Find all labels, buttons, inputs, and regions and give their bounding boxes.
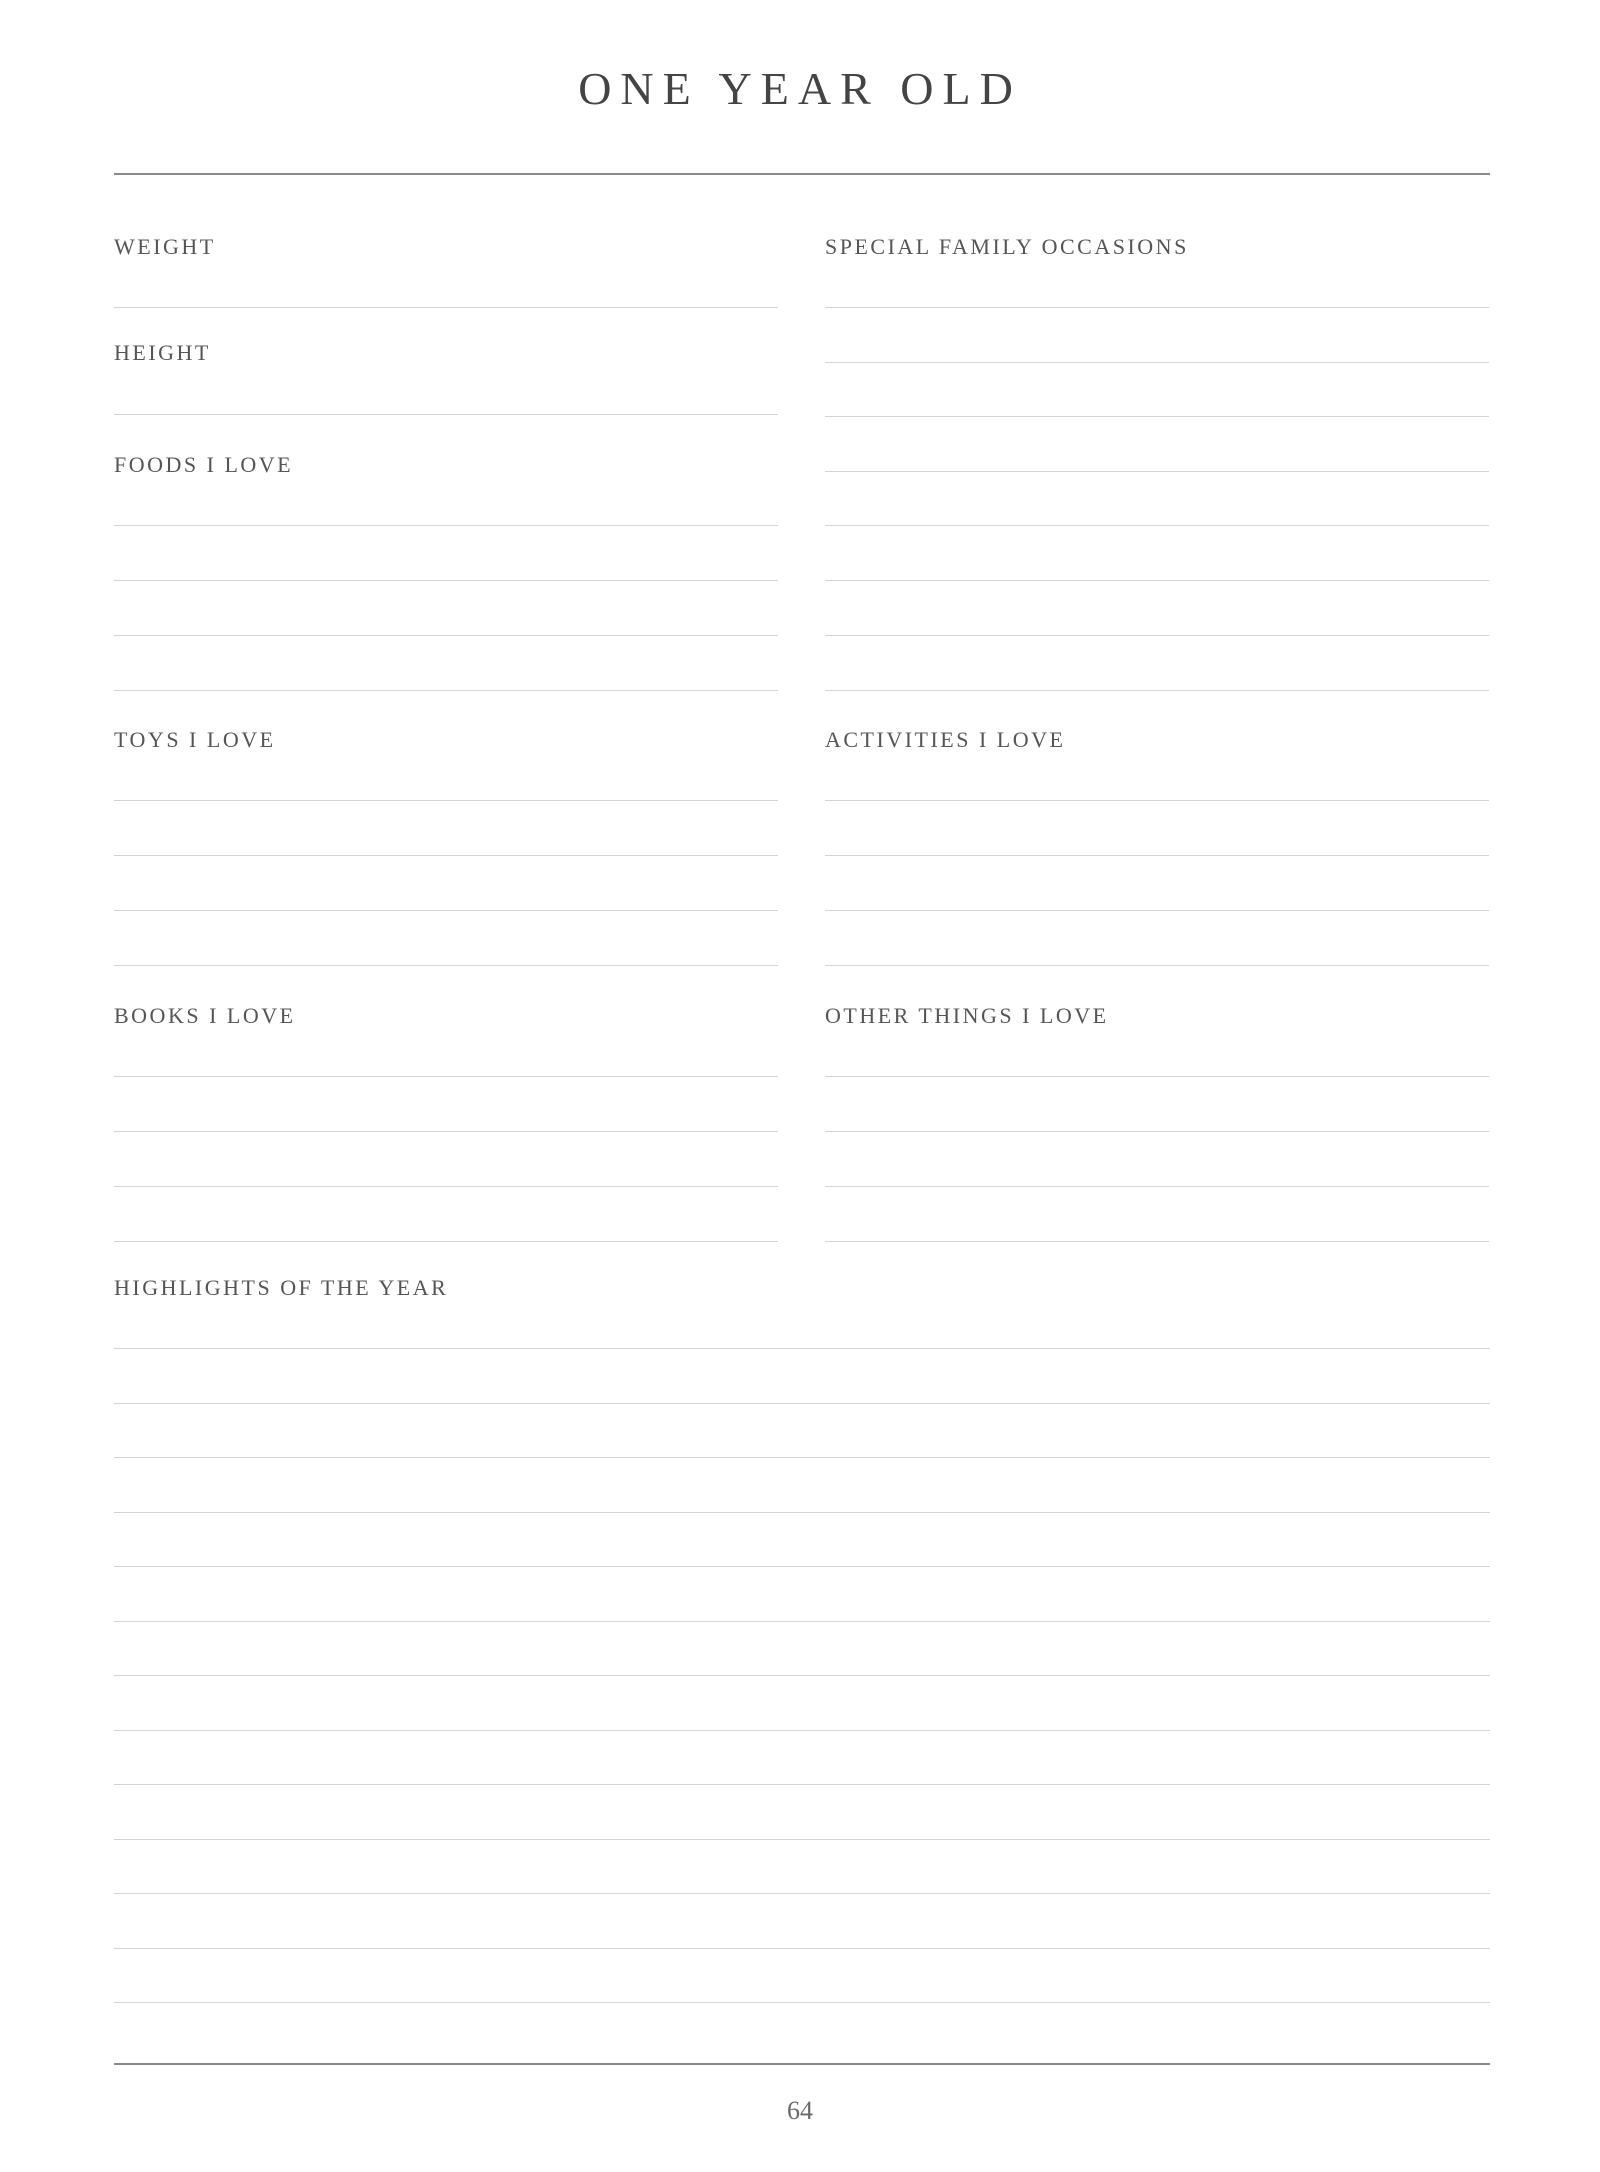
answer-line[interactable] (825, 690, 1489, 691)
answer-line[interactable] (825, 965, 1489, 966)
answer-line[interactable] (825, 1186, 1489, 1187)
special-occasions-label: SPECIAL FAMILY OCCASIONS (825, 234, 1189, 259)
answer-line[interactable] (825, 362, 1489, 363)
weight-label: WEIGHT (114, 234, 216, 259)
highlights-line[interactable] (114, 1784, 1490, 1785)
answer-line[interactable] (114, 965, 778, 966)
answer-line[interactable] (114, 1076, 778, 1077)
answer-line[interactable] (114, 635, 778, 636)
answer-line[interactable] (825, 800, 1489, 801)
highlights-line[interactable] (114, 1566, 1490, 1567)
answer-line[interactable] (825, 471, 1489, 472)
highlights-line[interactable] (114, 1893, 1490, 1894)
highlights-line[interactable] (114, 1730, 1490, 1731)
answer-line[interactable] (114, 580, 778, 581)
highlights-line[interactable] (114, 1839, 1490, 1840)
highlights-line[interactable] (114, 1403, 1490, 1404)
activities-label: ACTIVITIES I LOVE (825, 727, 1066, 752)
answer-line[interactable] (825, 525, 1489, 526)
bottom-divider (114, 2063, 1490, 2065)
highlights-line[interactable] (114, 2002, 1490, 2003)
answer-line[interactable] (825, 855, 1489, 856)
answer-line[interactable] (114, 525, 778, 526)
answer-line[interactable] (114, 1241, 778, 1242)
answer-line[interactable] (114, 910, 778, 911)
answer-line[interactable] (825, 416, 1489, 417)
highlights-line[interactable] (114, 1621, 1490, 1622)
page-title: ONE YEAR OLD (578, 63, 1022, 114)
answer-line[interactable] (114, 1131, 778, 1132)
answer-line[interactable] (114, 307, 778, 308)
answer-line[interactable] (825, 910, 1489, 911)
answer-line[interactable] (825, 635, 1489, 636)
answer-line[interactable] (825, 1241, 1489, 1242)
height-label: HEIGHT (114, 340, 211, 365)
answer-line[interactable] (825, 1131, 1489, 1132)
foods-label: FOODS I LOVE (114, 452, 294, 477)
toys-label: TOYS I LOVE (114, 727, 276, 752)
highlights-line[interactable] (114, 1512, 1490, 1513)
title-divider (114, 173, 1490, 175)
answer-line[interactable] (114, 690, 778, 691)
answer-line[interactable] (114, 1186, 778, 1187)
answer-line[interactable] (114, 855, 778, 856)
answer-line[interactable] (825, 1076, 1489, 1077)
highlights-label: HIGHLIGHTS OF THE YEAR (114, 1275, 449, 1300)
answer-line[interactable] (114, 800, 778, 801)
highlights-line[interactable] (114, 1457, 1490, 1458)
books-label: BOOKS I LOVE (114, 1003, 296, 1028)
answer-line[interactable] (825, 580, 1489, 581)
highlights-line[interactable] (114, 1675, 1490, 1676)
answer-line[interactable] (825, 307, 1489, 308)
other-things-label: OTHER THINGS I LOVE (825, 1003, 1109, 1028)
page-number: 64 (787, 2096, 813, 2125)
answer-line[interactable] (114, 414, 778, 415)
highlights-line[interactable] (114, 1948, 1490, 1949)
highlights-line[interactable] (114, 1348, 1490, 1349)
